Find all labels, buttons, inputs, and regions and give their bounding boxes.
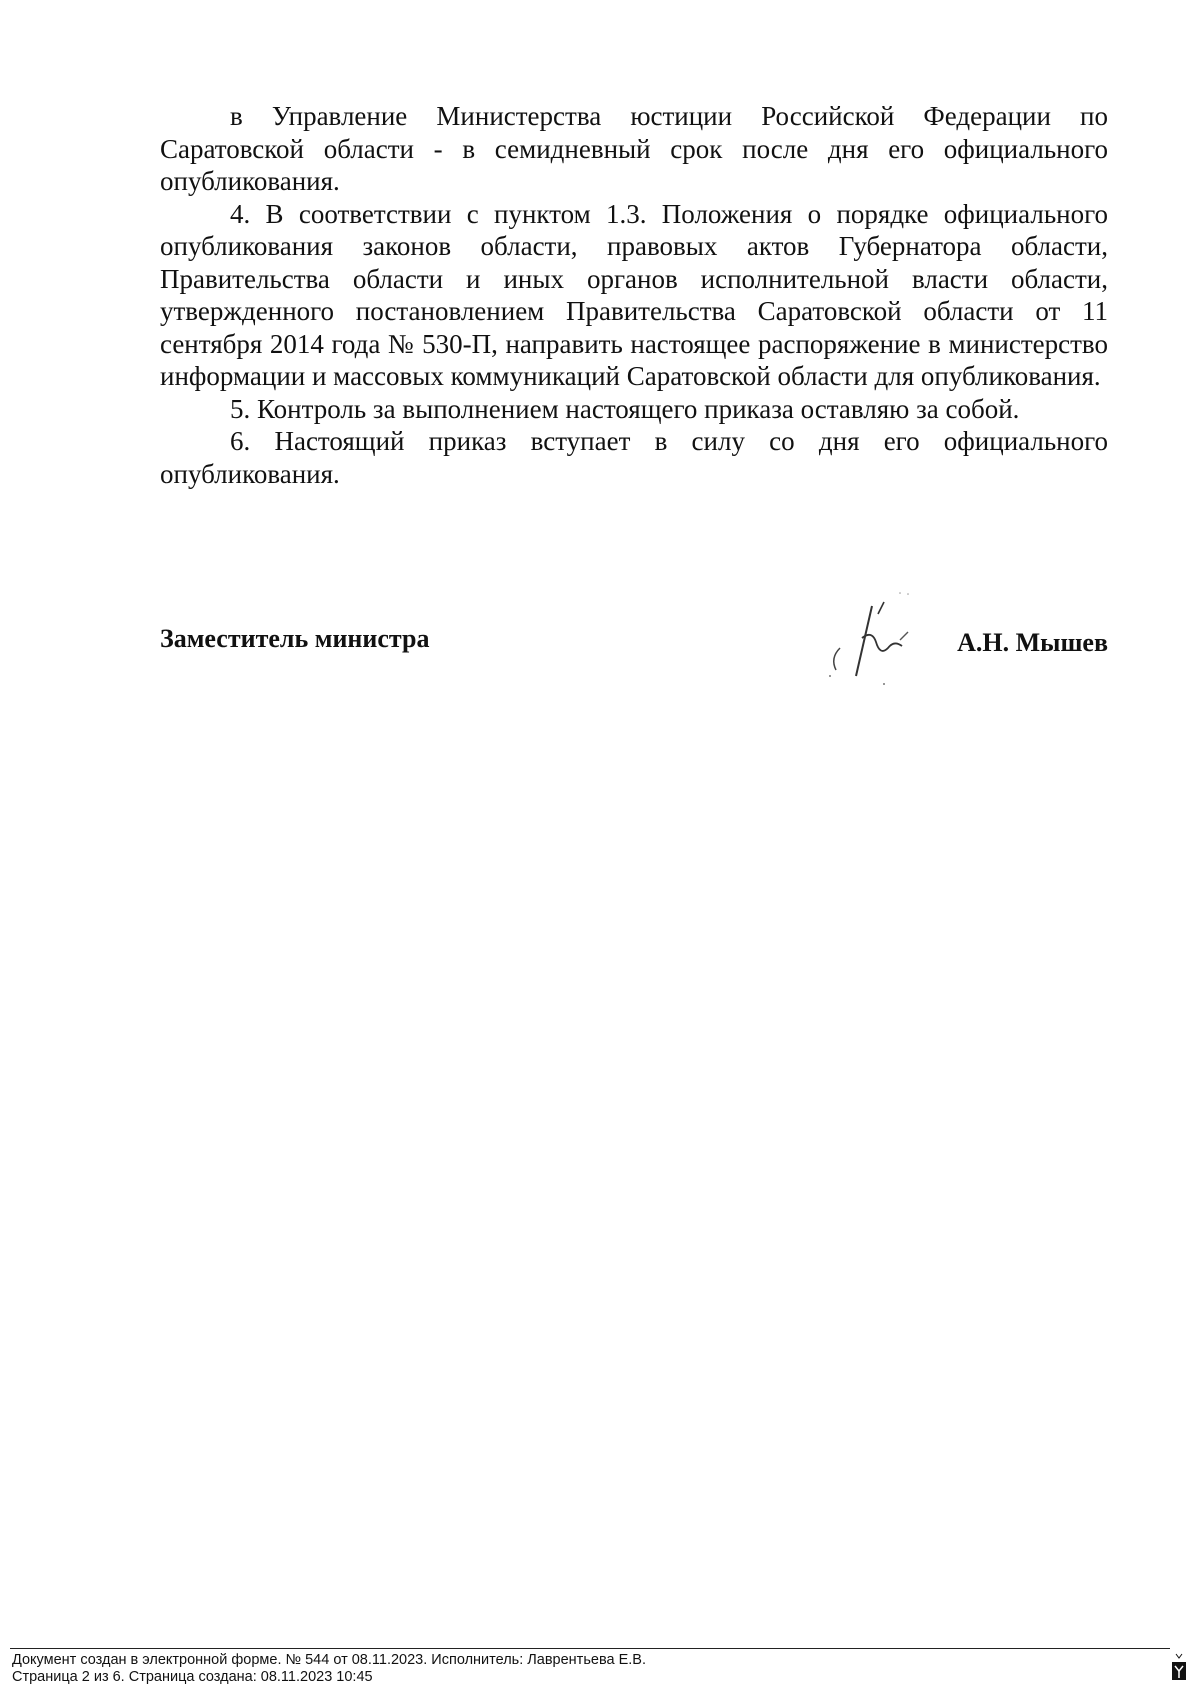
handwritten-signature <box>800 588 930 698</box>
footer-document-info: Документ создан в электронной форме. № 544 от 08.11.2023. Исполнитель: Лаврентьева Е.В. <box>12 1652 646 1668</box>
paragraph-item-6: 6. Настоящий приказ вступает в силу со дня его официального опубликования. <box>160 426 1108 489</box>
document-body <box>160 100 1108 490</box>
paragraph-item-5: 5. Контроль за выполнением настоящего приказа оставляю за собой. <box>230 393 1020 424</box>
paragraph-item-4: 4. В соответствии с пунктом 1.3. Положения о порядке официального опубликования законов области, правовых актов Губернатора области, Правительства области и иных органов исполнительной власти области, утвержденного постановлением Правительства Саратовской области от 11 сентября 2014 года № 530-П, направить настоящее распоряжение в министерство информации и массовых коммуникаций Саратовской области для опубликования. <box>160 198 1108 391</box>
emblem-icon <box>1170 1650 1188 1684</box>
signatory-name: А.Н. Мышев <box>957 628 1108 657</box>
paragraph-continuation: в Управление Министерства юстиции Российской Федерации по Саратовской области - в семидневный срок после дня его официального опубликования. <box>160 101 1108 196</box>
signature-block <box>160 618 1108 698</box>
signatory-position: Заместитель министра <box>160 624 430 653</box>
document-footer <box>12 1652 646 1686</box>
footer-divider <box>10 1648 1170 1649</box>
footer-page-info: Страница 2 из 6. Страница создана: 08.11.2023 10:45 <box>12 1669 373 1685</box>
